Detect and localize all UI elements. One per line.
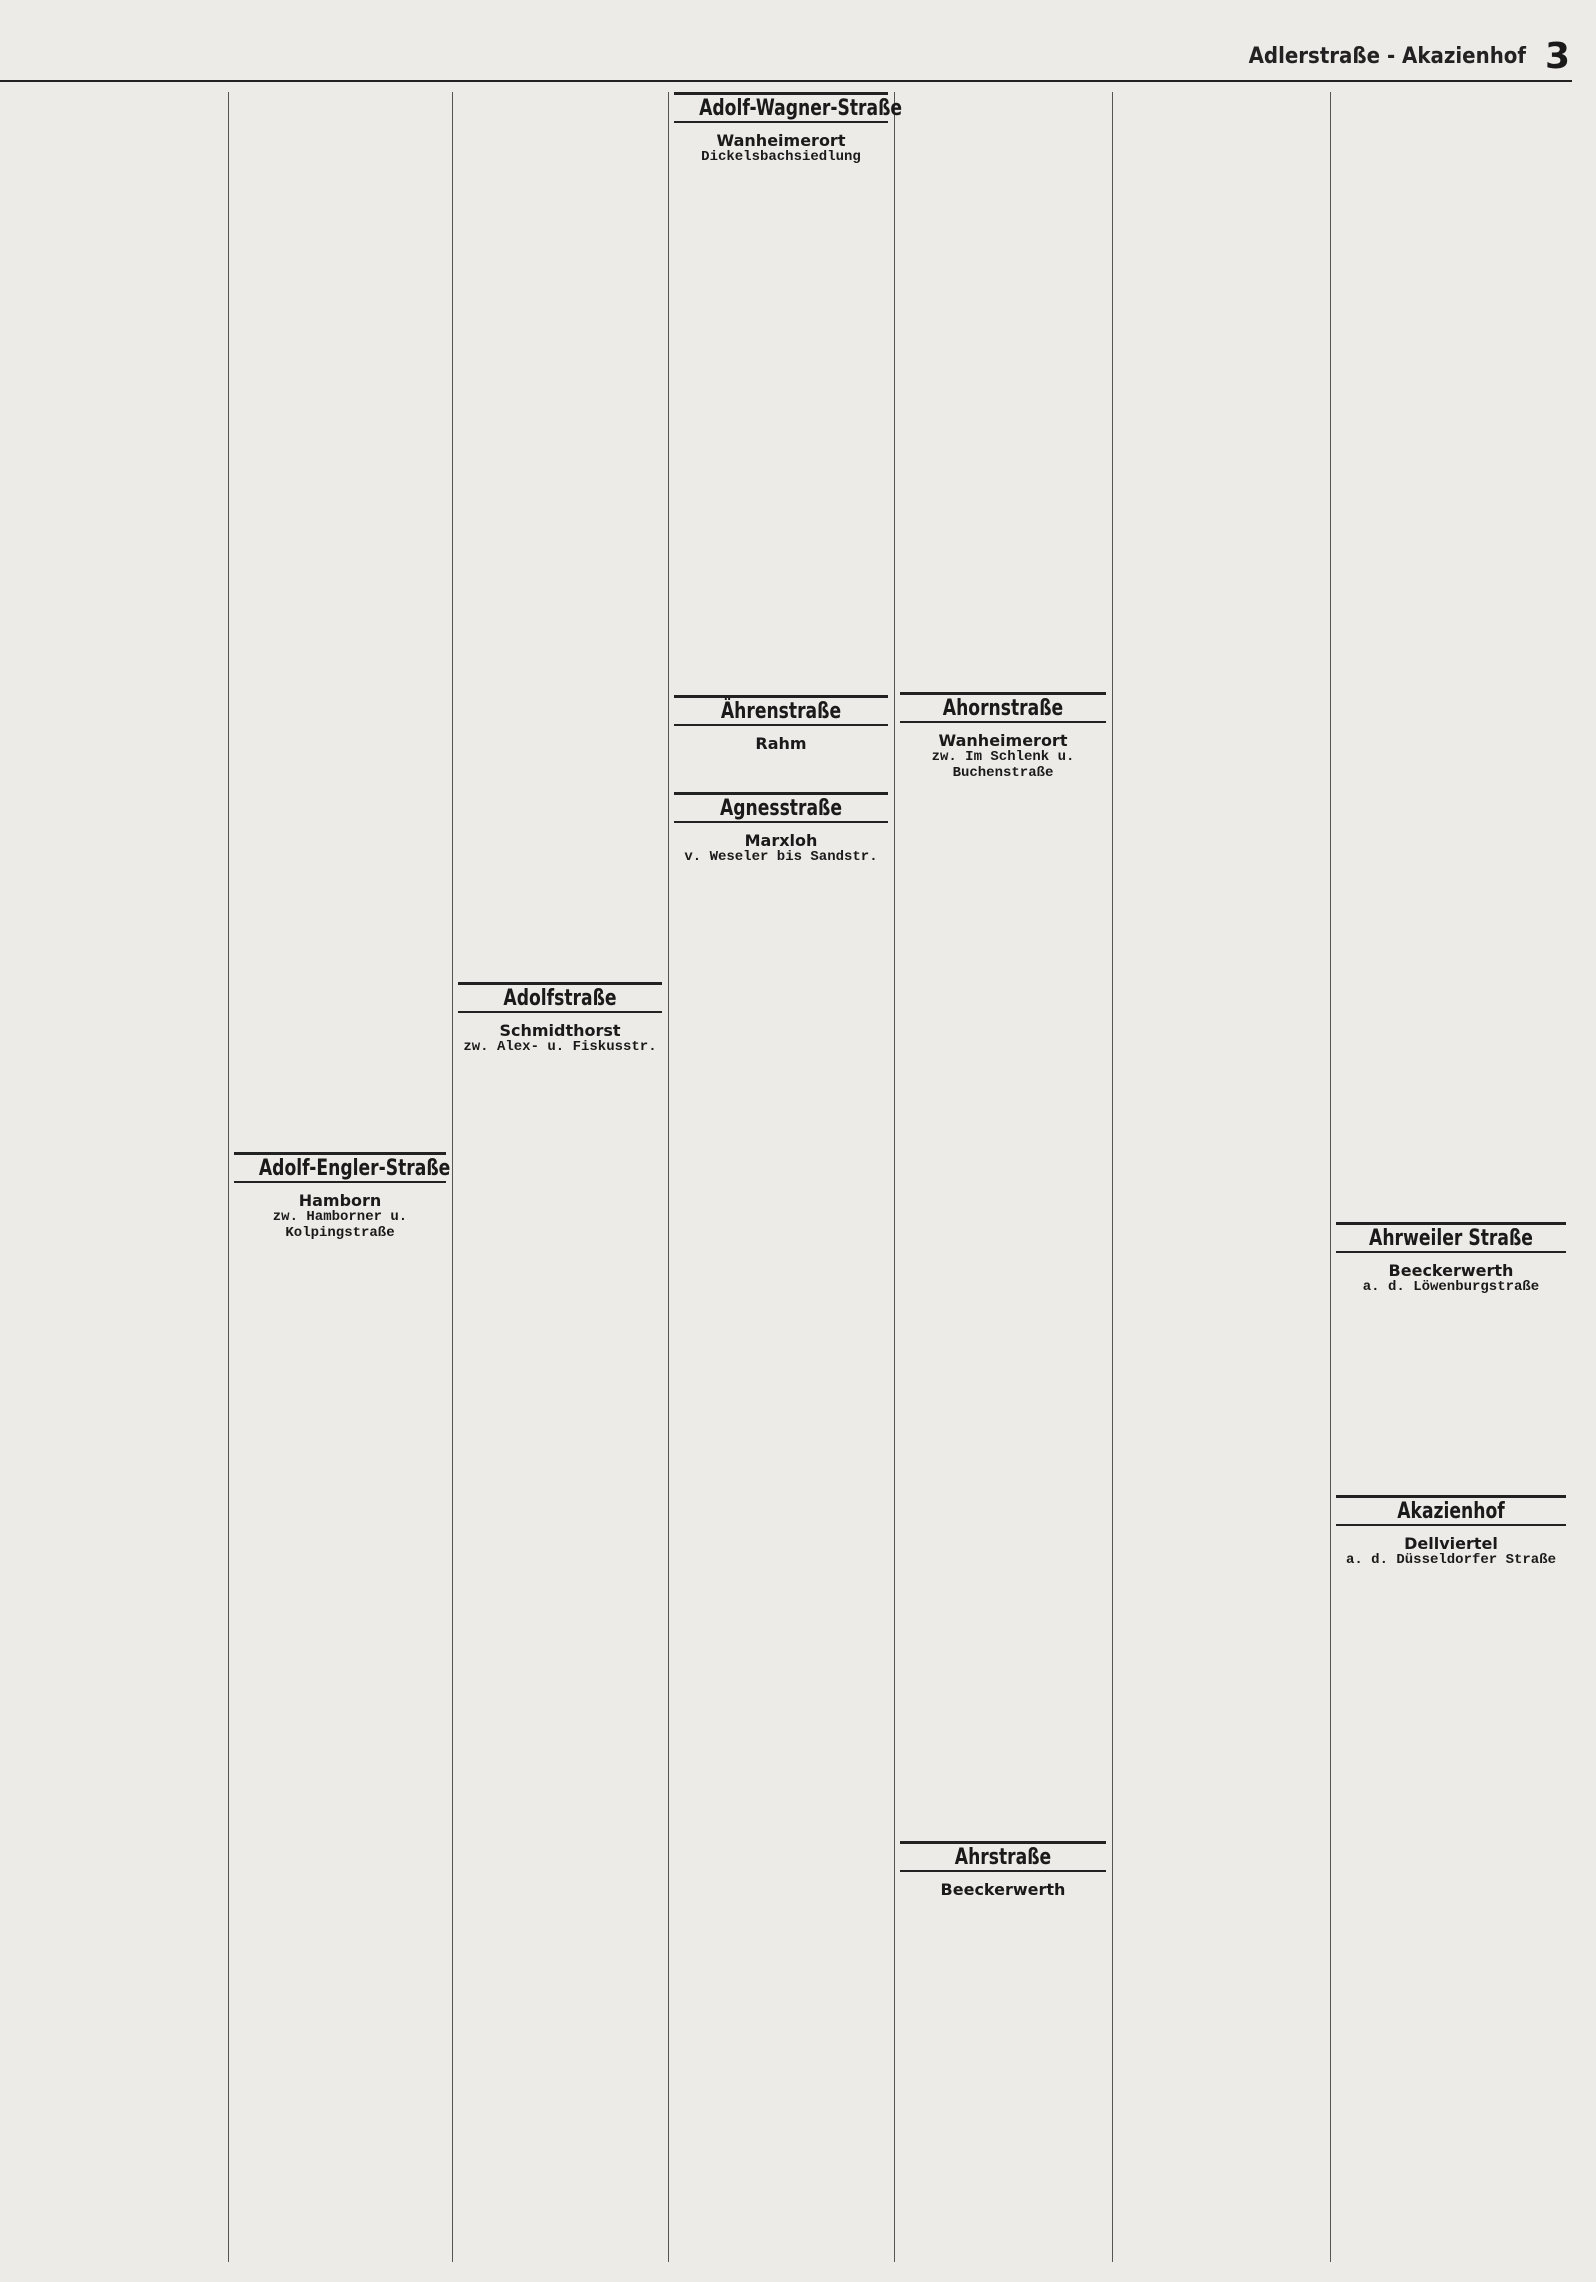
district-subheading: zw. Hamborner u. Kolpingstraße — [272, 1209, 408, 1241]
column-5 — [900, 92, 1106, 2262]
column-rule — [452, 92, 453, 2262]
street-heading — [900, 1841, 1106, 1872]
column-7 — [1336, 92, 1566, 2262]
page-number: 3 — [1544, 36, 1570, 77]
street-name: Adolfstraße — [503, 986, 617, 1011]
district-subheading: a. d. Löwenburgstraße — [1362, 1279, 1540, 1295]
street-heading — [1336, 1495, 1566, 1526]
street-name: Akazienhof — [1397, 1499, 1505, 1524]
column-4 — [674, 92, 903, 2262]
district-heading: Schmidthorst — [499, 1021, 621, 1040]
column-rule — [1330, 92, 1331, 2262]
district-heading: Hamborn — [298, 1191, 382, 1210]
street-name: Ahrweiler Straße — [1369, 1226, 1533, 1251]
district-subheading: zw. Im Schlenk u. Buchenstraße — [931, 749, 1075, 781]
district-heading: Dellviertel — [1404, 1534, 1498, 1553]
street-heading — [1336, 1222, 1566, 1253]
street-heading — [674, 792, 888, 823]
district-subheading: v. Weseler bis Sandstr. — [684, 849, 878, 865]
street-heading — [674, 92, 903, 123]
running-head: Adlerstraße - Akazienhof — [1248, 44, 1526, 69]
district-heading: Wanheimerort — [716, 131, 846, 150]
street-heading — [234, 1152, 451, 1183]
column-rule — [668, 92, 669, 2262]
column-rule — [228, 92, 229, 2262]
street-name: Adolf-Engler-Straße — [258, 1156, 451, 1181]
street-name: Adolf-Wagner-Straße — [699, 96, 903, 121]
street-name: Ahrstraße — [954, 1845, 1052, 1870]
district-subheading: a. d. Düsseldorfer Straße — [1345, 1552, 1557, 1568]
district-heading: Marxloh — [744, 831, 818, 850]
district-heading: Wanheimerort — [938, 731, 1068, 750]
column-2 — [234, 92, 451, 2262]
street-name: Agnesstraße — [719, 796, 843, 821]
column-6 — [1118, 92, 1324, 2262]
column-1 — [6, 92, 222, 2262]
street-heading — [458, 982, 662, 1013]
district-heading: Beeckerwerth — [940, 1880, 1066, 1899]
district-heading: Beeckerwerth — [1388, 1261, 1514, 1280]
street-name: Ährenstraße — [720, 699, 842, 724]
district-subheading: Dickelsbachsiedlung — [701, 149, 861, 165]
header-rule — [0, 80, 1572, 82]
district-subheading: zw. Alex- u. Fiskusstr. — [463, 1039, 657, 1055]
column-rule — [894, 92, 895, 2262]
column-rule — [1112, 92, 1113, 2262]
street-heading — [674, 695, 888, 726]
column-3 — [458, 92, 662, 2262]
street-name: Ahornstraße — [942, 696, 1064, 721]
street-heading — [900, 692, 1106, 723]
district-heading: Rahm — [755, 734, 807, 753]
